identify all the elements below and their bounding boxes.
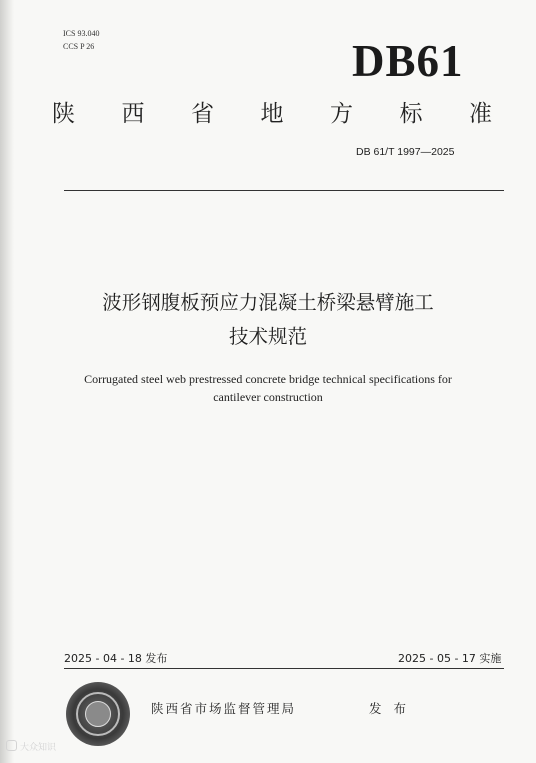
ccs-code: CCS P 26	[63, 42, 95, 51]
title-chinese-line2: 技术规范	[228, 325, 307, 348]
standard-number: DB 61/T 1997—2025	[356, 146, 455, 158]
standard-type-char: 准	[469, 101, 492, 127]
implementation-date: 2025 - 05 - 17 实施	[398, 652, 502, 665]
db-logo: DB61	[352, 36, 464, 86]
classification-codes	[63, 27, 99, 53]
standard-type-char: 地	[260, 101, 284, 127]
title-english-line2: cantilever construction	[213, 390, 323, 404]
watermark	[6, 740, 56, 753]
standard-type-heading	[52, 98, 492, 130]
issue-date: 2025 - 04 - 18 发布	[64, 652, 168, 665]
watermark-text: 大众知识	[20, 743, 57, 753]
title-chinese-line1: 波形钢腹板预应力混凝土桥梁悬臂施工	[102, 291, 434, 314]
standard-type-char: 方	[330, 101, 353, 127]
publish-label: 发 布	[369, 701, 410, 716]
bottom-divider	[64, 668, 504, 669]
ics-code: ICS 93.040	[63, 29, 100, 38]
standard-type-char: 标	[399, 101, 423, 127]
standard-type-char: 西	[121, 101, 145, 127]
issuing-authority: 陕西省市场监督管理局	[151, 701, 297, 716]
standard-type-char: 省	[191, 101, 214, 127]
seal-emblem	[85, 701, 111, 727]
standard-type-char: 陕	[52, 101, 75, 127]
watermark-logo-icon	[6, 740, 17, 751]
top-divider	[64, 190, 504, 191]
authority-seal-icon	[66, 682, 130, 746]
title-english-line1: Corrugated steel web prestressed concrete bridge technical specifications for	[84, 372, 452, 386]
